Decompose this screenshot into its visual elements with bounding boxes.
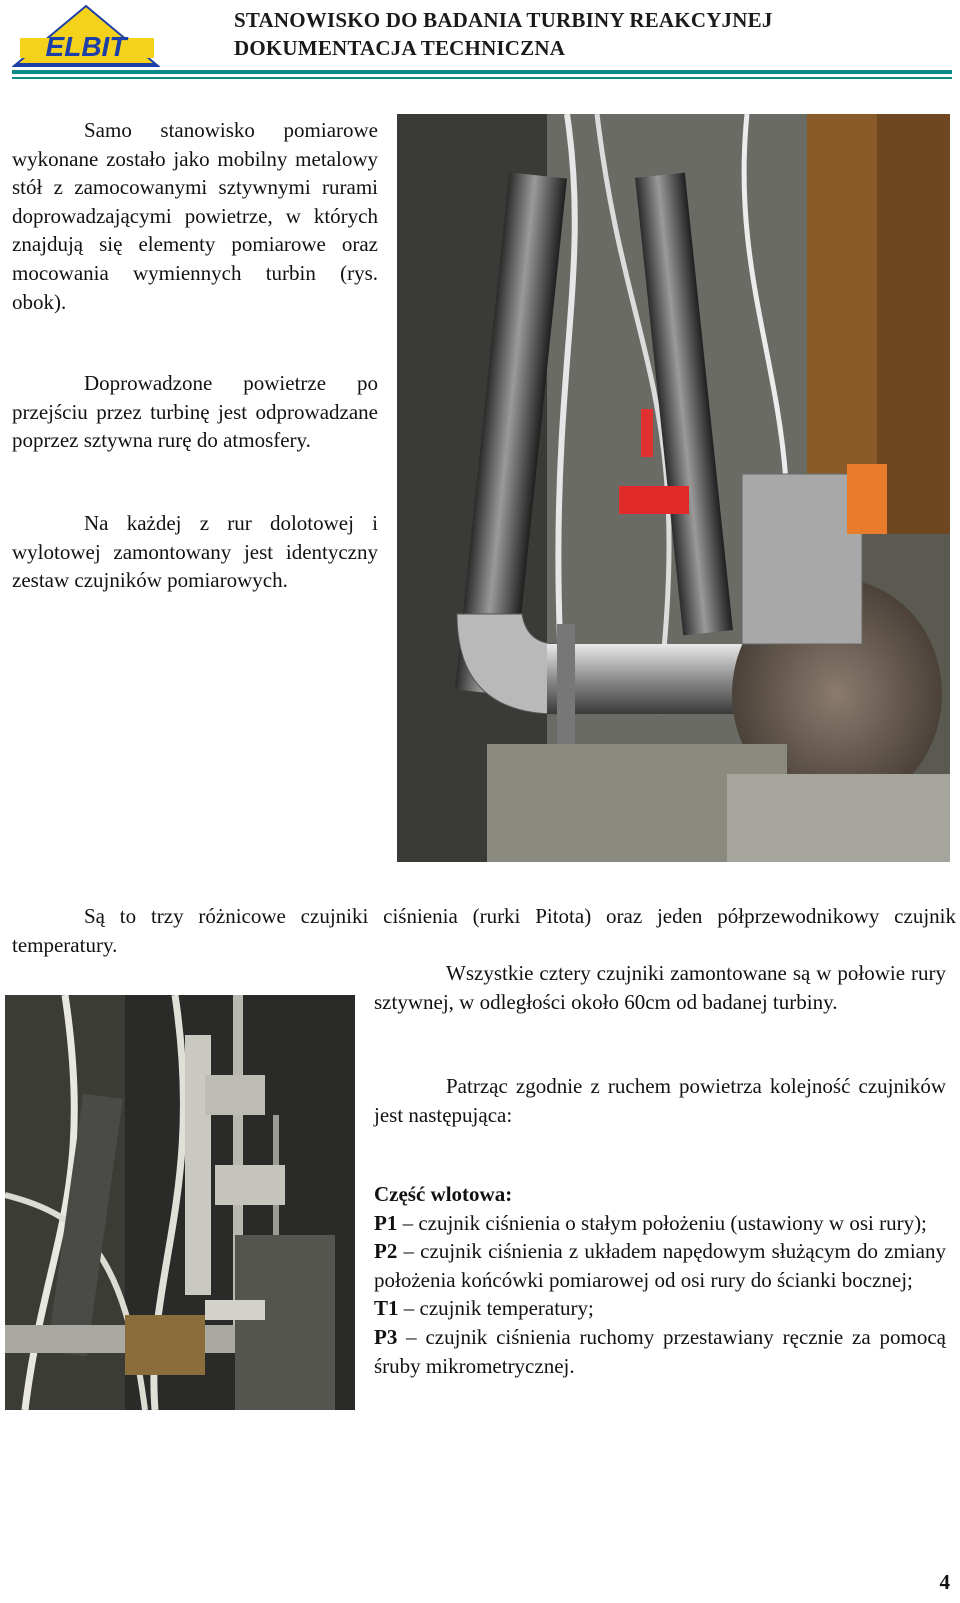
list-item: P3 – czujnik ciśnienia ruchomy przestawiany ręcznie za pomocą śruby mikrometrycznej. <box>374 1324 946 1378</box>
test-stand-photo <box>397 114 950 862</box>
svg-text:ELBIT: ELBIT <box>45 31 127 62</box>
paragraph-sensor-types: Są to trzy różnicowe czujniki ciśnienia (rurki Pitota) oraz jeden półprzewodnikowy czujnik temperatury. <box>12 904 956 957</box>
sensor-list-heading: Część wlotowa: <box>374 1182 513 1206</box>
list-item: P1 – czujnik ciśnienia o stałym położeniu (ustawiony w osi rury); <box>374 1210 927 1235</box>
page-number: 4 <box>939 1570 950 1594</box>
header-rule-thin <box>12 77 952 79</box>
paragraph-sensor-position: Wszystkie cztery czujniki zamontowane są w połowie rury sztywnej, w odległości około 60cm od badanej turbiny. <box>374 961 946 1014</box>
header-rule <box>12 70 952 74</box>
paragraph-intro: Samo stanowisko pomiarowe wykonane zostało jako mobilny metalowy stół z zamocowanymi sztywnymi rurami doprowadzającymi powietrze, w których znajdują się elementy pomiarowe oraz mocowania wymiennych turbin (rys. obok). <box>12 118 378 314</box>
title-line-1: STANOWISKO DO BADANIA TURBINY REAKCYJNEJ <box>234 8 773 32</box>
paragraph-air-outlet: Doprowadzone powietrze po przejściu przez turbinę jest odprowadzane poprzez sztywna rurę do atmosfery. <box>12 371 378 453</box>
title-line-2: DOKUMENTACJA TECHNICZNA <box>234 36 566 60</box>
list-item: P2 – czujnik ciśnienia z układem napędowym służącym do zmiany położenia końcówki pomiarowej od osi rury do ścianki bocznej; <box>374 1239 946 1292</box>
paragraph-sensor-set: Na każdej z rur dolotowej i wylotowej zamontowany jest identyczny zestaw czujników pomiarowych. <box>12 511 378 593</box>
sensor-list <box>374 1180 946 1380</box>
document-title <box>234 6 773 62</box>
paragraph-sensor-order: Patrząc zgodnie z ruchem powietrza kolejność czujników jest następująca: <box>374 1074 946 1127</box>
list-item: T1 – czujnik temperatury; <box>374 1296 594 1321</box>
sensors-closeup-photo <box>5 995 355 1410</box>
company-logo <box>12 4 160 68</box>
